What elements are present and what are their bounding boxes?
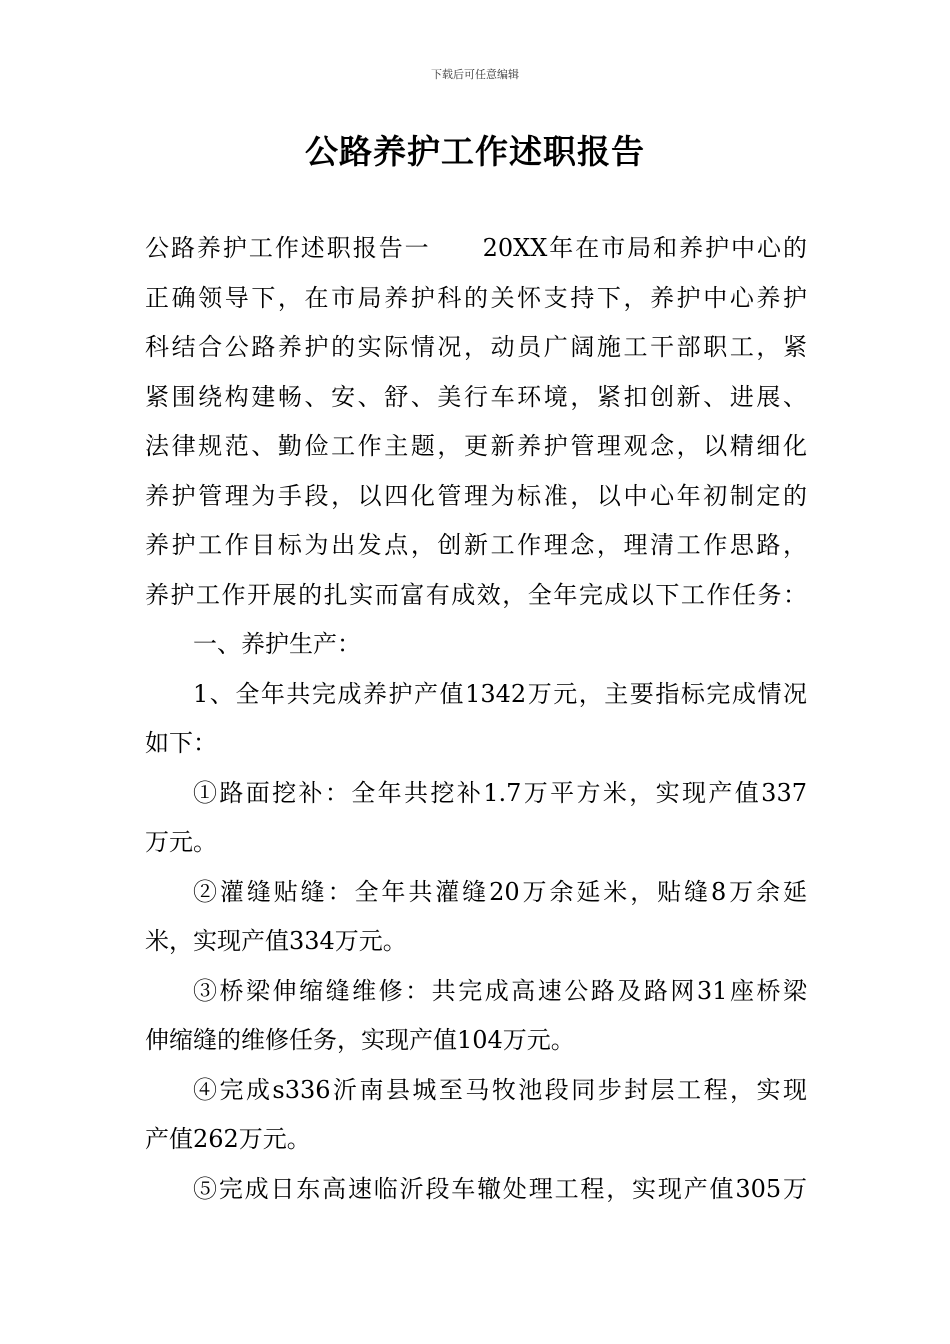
paragraph-line: 1、全年共完成养护产值1342万元，主要指标完成情况	[193, 679, 807, 708]
header-note: 下载后可任意编辑	[431, 68, 519, 81]
document-body	[145, 224, 807, 1214]
paragraph-line: 正确领导下，在市局养护科的关怀支持下，养护中心养护	[145, 283, 807, 312]
paragraph-line: 如下：	[145, 729, 217, 757]
paragraph-line: 米，实现产值334万元。	[145, 927, 407, 955]
paragraph-line: 万元。	[145, 828, 217, 856]
paragraph-line: 公路养护工作述职报告一 20XX年在市局和养护中心的	[145, 234, 807, 262]
document-title: 公路养护工作述职报告	[305, 132, 645, 171]
paragraph-line: ⑤完成日东高速临沂段车辙处理工程，实现产值305万	[193, 1174, 807, 1203]
paragraph-line: 科结合公路养护的实际情况，动员广阔施工干部职工，紧	[145, 333, 807, 361]
paragraph-line: 养护工作目标为出发点，创新工作理念，理清工作思路，	[145, 531, 807, 559]
paragraph-line: 紧围绕构建畅、安、舒、美行车环境，紧扣创新、进展、	[145, 382, 807, 411]
paragraph-line: 养护工作开展的扎实而富有成效，全年完成以下工作任务：	[145, 580, 807, 609]
paragraph-line: ③桥梁伸缩缝维修：共完成高速公路及路网31座桥梁	[193, 976, 807, 1005]
paragraph-line: 产值262万元。	[145, 1125, 311, 1153]
paragraph-line: ②灌缝贴缝：全年共灌缝20万余延米，贴缝8万余延	[193, 877, 807, 906]
paragraph-line: 养护管理为手段，以四化管理为标准，以中心年初制定的	[145, 481, 807, 510]
paragraph-line: 一、养护生产：	[193, 630, 361, 658]
paragraph-line: 伸缩缝的维修任务，实现产值104万元。	[145, 1026, 575, 1054]
paragraph-line: ④完成s336沂南县城至马牧池段同步封层工程，实现	[193, 1075, 807, 1104]
paragraph-line: ①路面挖补：全年共挖补1.7万平方米，实现产值337	[193, 778, 807, 807]
paragraph-line: 法律规范、勤俭工作主题，更新养护管理观念，以精细化	[145, 432, 807, 460]
